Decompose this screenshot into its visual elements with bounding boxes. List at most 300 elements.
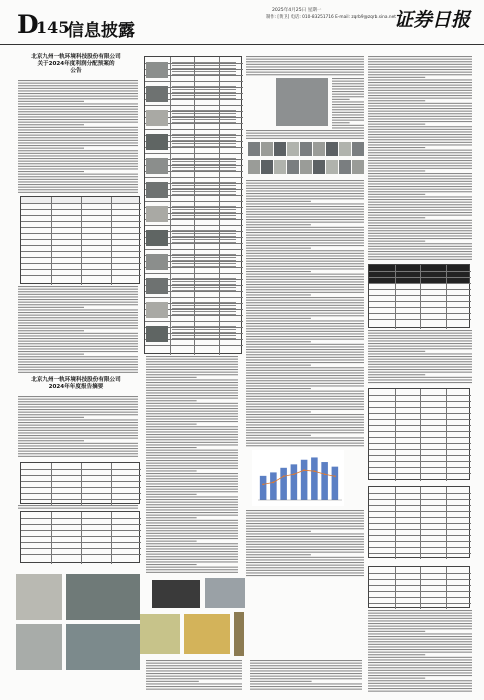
text-line <box>368 248 472 249</box>
chart-point <box>324 473 326 475</box>
product-photo-1 <box>16 574 62 620</box>
text-line <box>146 405 238 406</box>
text-line <box>246 242 364 243</box>
text-line <box>146 509 238 510</box>
text-line <box>368 118 472 119</box>
text-line <box>246 209 364 210</box>
text-line <box>368 87 472 88</box>
text-line <box>146 385 238 386</box>
text-line <box>18 129 138 130</box>
text-line <box>368 207 472 208</box>
text-line <box>146 686 242 687</box>
distribution-table <box>20 196 140 284</box>
text-line <box>146 437 238 438</box>
text-line <box>146 499 238 500</box>
text-line <box>18 341 138 342</box>
text-line <box>18 161 138 162</box>
text-line <box>368 369 472 370</box>
text-line <box>246 203 364 204</box>
text-line <box>246 188 364 189</box>
text-line <box>146 489 238 490</box>
text-line <box>18 296 138 297</box>
text-line <box>246 302 364 303</box>
product-thumbnail <box>146 206 168 222</box>
section-number: 145 <box>36 18 70 37</box>
chart-bar <box>321 462 328 500</box>
text-line <box>146 421 238 422</box>
text-line <box>146 554 238 555</box>
text-line <box>146 442 238 443</box>
text-line <box>368 124 425 125</box>
text-line <box>18 312 138 313</box>
text-line <box>246 133 364 134</box>
region-table <box>368 486 470 558</box>
text-line <box>146 567 238 568</box>
text-line <box>246 339 364 340</box>
text-line <box>368 338 472 339</box>
text-line <box>146 483 238 484</box>
strip-image <box>274 142 286 156</box>
text-line <box>368 144 472 145</box>
text-line <box>146 515 238 516</box>
text-line <box>18 145 138 146</box>
text-line <box>250 665 362 666</box>
text-line <box>368 353 472 354</box>
text-line <box>332 91 364 92</box>
text-line <box>18 140 138 141</box>
text-line <box>18 83 138 84</box>
text-line <box>246 206 364 207</box>
text-line <box>368 667 472 668</box>
text-line <box>250 673 362 674</box>
text-line <box>246 424 364 425</box>
text-line <box>368 66 472 67</box>
text-line <box>246 562 364 563</box>
text-line <box>246 315 364 316</box>
text-line <box>368 615 472 616</box>
text-line <box>18 456 138 457</box>
text-line <box>246 515 364 516</box>
text-line <box>18 451 138 452</box>
text-line <box>18 359 138 360</box>
text-line <box>246 440 364 441</box>
text-line <box>18 176 138 177</box>
text-line <box>18 150 138 151</box>
strip-image <box>287 160 299 174</box>
text-line <box>368 69 472 70</box>
chart-bar <box>291 464 298 500</box>
text-line <box>368 170 425 171</box>
text-line <box>146 520 238 521</box>
text-line <box>246 216 364 217</box>
text-line <box>246 266 364 267</box>
text-line <box>146 548 238 549</box>
text-line <box>246 287 364 288</box>
text-line <box>18 289 138 290</box>
text-line <box>146 670 242 671</box>
text-line <box>246 61 364 62</box>
text-line <box>246 281 364 282</box>
text-line <box>368 361 472 362</box>
text-line <box>332 78 364 79</box>
text-line <box>332 114 364 115</box>
text-line <box>246 419 364 420</box>
text-line <box>18 111 138 112</box>
text-line <box>246 261 364 262</box>
text-line <box>18 448 138 449</box>
text-line <box>246 74 364 75</box>
strip-image <box>313 142 325 156</box>
text-line <box>246 523 364 524</box>
text-line <box>368 251 472 252</box>
text-line <box>332 125 364 126</box>
text-line <box>368 652 472 653</box>
text-line <box>246 59 364 60</box>
text-line <box>18 361 138 362</box>
strip-image <box>339 142 351 156</box>
text-line <box>18 106 138 107</box>
text-line <box>246 435 311 436</box>
dateline: 2025年4月25日 星期一 <box>272 8 322 13</box>
text-line <box>18 396 138 397</box>
text-line <box>246 318 311 319</box>
text-line <box>368 191 472 192</box>
chart-point <box>334 475 336 477</box>
text-line <box>246 240 364 241</box>
text-line <box>246 432 364 433</box>
text-line <box>146 491 238 492</box>
text-line <box>246 227 364 228</box>
chart-point <box>283 475 285 477</box>
section-name: 信息披露 <box>67 21 135 41</box>
text-line <box>246 552 364 553</box>
text-line <box>246 235 364 236</box>
text-line <box>368 382 472 383</box>
text-line <box>246 344 364 345</box>
text-line <box>332 83 364 84</box>
text-line <box>246 64 364 65</box>
text-line <box>246 196 364 197</box>
text-line <box>146 543 238 544</box>
device-photo <box>16 624 62 670</box>
text-line <box>368 196 472 197</box>
text-line <box>246 323 364 324</box>
announcement-1-title-line2: 公告 <box>70 68 82 74</box>
text-line <box>368 636 472 637</box>
segment-table <box>368 388 470 480</box>
text-line <box>246 276 364 277</box>
text-line <box>368 610 472 611</box>
text-line <box>18 351 138 352</box>
text-line <box>368 204 472 205</box>
text-line <box>368 246 472 247</box>
text-line <box>146 663 242 664</box>
text-line <box>18 317 138 318</box>
text-line <box>368 662 472 663</box>
text-line <box>246 274 364 275</box>
text-line <box>246 575 364 576</box>
text-line <box>250 668 362 669</box>
text-line <box>368 183 472 184</box>
text-line <box>368 633 472 634</box>
sensor-photo <box>152 580 200 608</box>
text-line <box>246 130 364 131</box>
chart-bar <box>260 476 267 500</box>
text-line <box>146 535 238 536</box>
text-line <box>246 72 364 73</box>
text-line <box>18 103 138 104</box>
text-line <box>18 425 138 426</box>
text-line <box>146 559 238 560</box>
text-line <box>368 100 425 101</box>
text-line <box>246 341 311 342</box>
text-line <box>246 549 364 550</box>
text-line <box>368 628 472 629</box>
announcement-2-title-line1: 2024年年度报告摘要 <box>48 384 104 390</box>
text-line <box>368 79 472 80</box>
text-line <box>18 158 138 159</box>
text-line <box>246 292 364 293</box>
text-line <box>18 88 138 89</box>
text-line <box>368 613 472 614</box>
text-line <box>146 569 238 570</box>
text-line <box>246 531 311 532</box>
text-line <box>368 688 472 689</box>
text-line <box>368 222 472 223</box>
text-line <box>18 430 138 431</box>
equipment-photo <box>276 78 328 126</box>
text-line <box>368 64 472 65</box>
tunnel-photo <box>66 624 140 670</box>
text-line <box>18 315 138 316</box>
text-line <box>18 438 138 439</box>
text-line <box>146 398 238 399</box>
text-line <box>18 155 138 156</box>
text-line <box>146 379 238 380</box>
text-line <box>18 171 84 172</box>
text-line <box>18 302 138 303</box>
text-line <box>146 502 238 503</box>
text-line <box>18 432 138 433</box>
text-line <box>146 413 238 414</box>
text-line <box>146 411 238 412</box>
text-line <box>246 557 364 558</box>
text-line <box>246 417 364 418</box>
text-line <box>246 539 364 540</box>
text-line <box>146 504 238 505</box>
text-line <box>146 431 238 432</box>
text-line <box>146 374 238 375</box>
text-line <box>246 528 364 529</box>
text-line <box>18 372 138 373</box>
text-line <box>368 74 472 75</box>
text-line <box>368 641 472 642</box>
text-line <box>146 372 238 373</box>
text-line <box>18 124 84 125</box>
text-line <box>246 258 364 259</box>
text-line <box>18 114 138 115</box>
text-line <box>18 304 138 305</box>
text-line <box>246 294 311 295</box>
text-line <box>18 346 138 347</box>
text-line <box>368 186 472 187</box>
strip-image <box>326 160 338 174</box>
text-line <box>332 104 364 105</box>
text-line <box>368 92 472 93</box>
text-line <box>246 518 364 519</box>
text-line <box>246 365 311 366</box>
text-line <box>368 225 472 226</box>
text-line <box>18 419 138 420</box>
text-line <box>146 530 238 531</box>
text-line <box>246 385 364 386</box>
text-line <box>246 520 364 521</box>
text-line <box>146 678 242 679</box>
text-line <box>146 439 238 440</box>
text-line <box>246 271 311 272</box>
text-line <box>368 134 472 135</box>
text-line <box>246 383 364 384</box>
text-line <box>146 556 238 557</box>
text-line <box>246 401 364 402</box>
text-line <box>18 174 138 175</box>
text-line <box>368 644 472 645</box>
text-line <box>246 357 364 358</box>
text-line <box>146 507 238 508</box>
strip-image <box>352 160 364 174</box>
text-line <box>246 135 364 136</box>
text-line <box>18 328 138 329</box>
strip-image <box>261 160 273 174</box>
chart-point <box>313 470 315 472</box>
text-line <box>246 237 364 238</box>
text-line <box>368 243 472 244</box>
text-line <box>368 121 472 122</box>
text-line <box>368 691 472 692</box>
text-line <box>246 211 364 212</box>
strip-image <box>339 160 351 174</box>
text-line <box>18 122 138 123</box>
text-line <box>146 465 238 466</box>
text-line <box>368 126 472 127</box>
text-line <box>246 544 364 545</box>
text-line <box>368 56 472 57</box>
text-line <box>246 310 364 311</box>
text-line <box>368 359 472 360</box>
cost-table <box>368 566 470 608</box>
text-line <box>246 320 364 321</box>
text-line <box>246 414 364 415</box>
text-line <box>146 361 238 362</box>
text-line <box>368 683 472 684</box>
text-line <box>368 61 472 62</box>
text-line <box>18 443 138 444</box>
text-line <box>246 398 364 399</box>
text-line <box>146 457 238 458</box>
text-line <box>246 559 364 560</box>
text-line <box>368 217 425 218</box>
text-line <box>246 193 364 194</box>
text-line <box>146 447 197 448</box>
text-line <box>18 330 84 331</box>
text-line <box>146 561 238 562</box>
text-line <box>18 414 138 415</box>
text-line <box>368 142 472 143</box>
text-line <box>246 546 364 547</box>
text-line <box>368 374 425 375</box>
text-line <box>18 505 138 506</box>
text-line <box>368 259 472 260</box>
text-line <box>246 328 364 329</box>
text-line <box>368 173 472 174</box>
text-line <box>146 426 238 427</box>
text-line <box>246 445 364 446</box>
text-line <box>18 399 138 400</box>
text-line <box>246 380 364 381</box>
text-line <box>146 660 242 661</box>
text-line <box>368 238 472 239</box>
announcement-1-title-line1: 关于2024年度利润分配预案的 <box>37 61 115 67</box>
text-line <box>246 255 364 256</box>
text-line <box>368 649 472 650</box>
text-line <box>146 382 238 383</box>
strip-image <box>261 142 273 156</box>
text-line <box>146 564 197 565</box>
text-line <box>368 364 472 365</box>
text-line <box>246 572 364 573</box>
chart-point <box>293 473 295 475</box>
text-line <box>246 336 364 337</box>
text-line <box>332 101 364 102</box>
chart-bar <box>280 468 287 500</box>
text-line <box>332 120 364 121</box>
text-line <box>368 678 425 679</box>
text-line <box>246 214 364 215</box>
text-line <box>368 356 472 357</box>
text-line <box>18 98 138 99</box>
text-line <box>18 417 84 418</box>
text-line <box>146 476 238 477</box>
text-line <box>368 256 472 257</box>
text-line <box>246 370 364 371</box>
text-line <box>18 294 138 295</box>
text-line <box>368 372 472 373</box>
chart-point <box>272 481 274 483</box>
text-line <box>368 348 472 349</box>
text-line <box>246 232 364 233</box>
text-line <box>368 675 472 676</box>
text-line <box>246 533 364 534</box>
text-line <box>146 572 238 573</box>
text-line <box>368 165 472 166</box>
text-line <box>368 176 472 177</box>
text-line <box>246 198 364 199</box>
text-line <box>332 99 350 100</box>
product-thumbnail <box>146 158 168 174</box>
product-thumbnail <box>146 302 168 318</box>
text-line <box>246 396 364 397</box>
text-line <box>368 220 472 221</box>
text-line <box>18 440 84 441</box>
text-line <box>146 673 242 674</box>
product-thumbnail <box>146 326 168 342</box>
text-line <box>18 119 138 120</box>
text-line <box>250 676 362 677</box>
text-line <box>246 352 364 353</box>
text-line <box>18 166 138 167</box>
strip-image <box>352 142 364 156</box>
text-line <box>368 202 472 203</box>
